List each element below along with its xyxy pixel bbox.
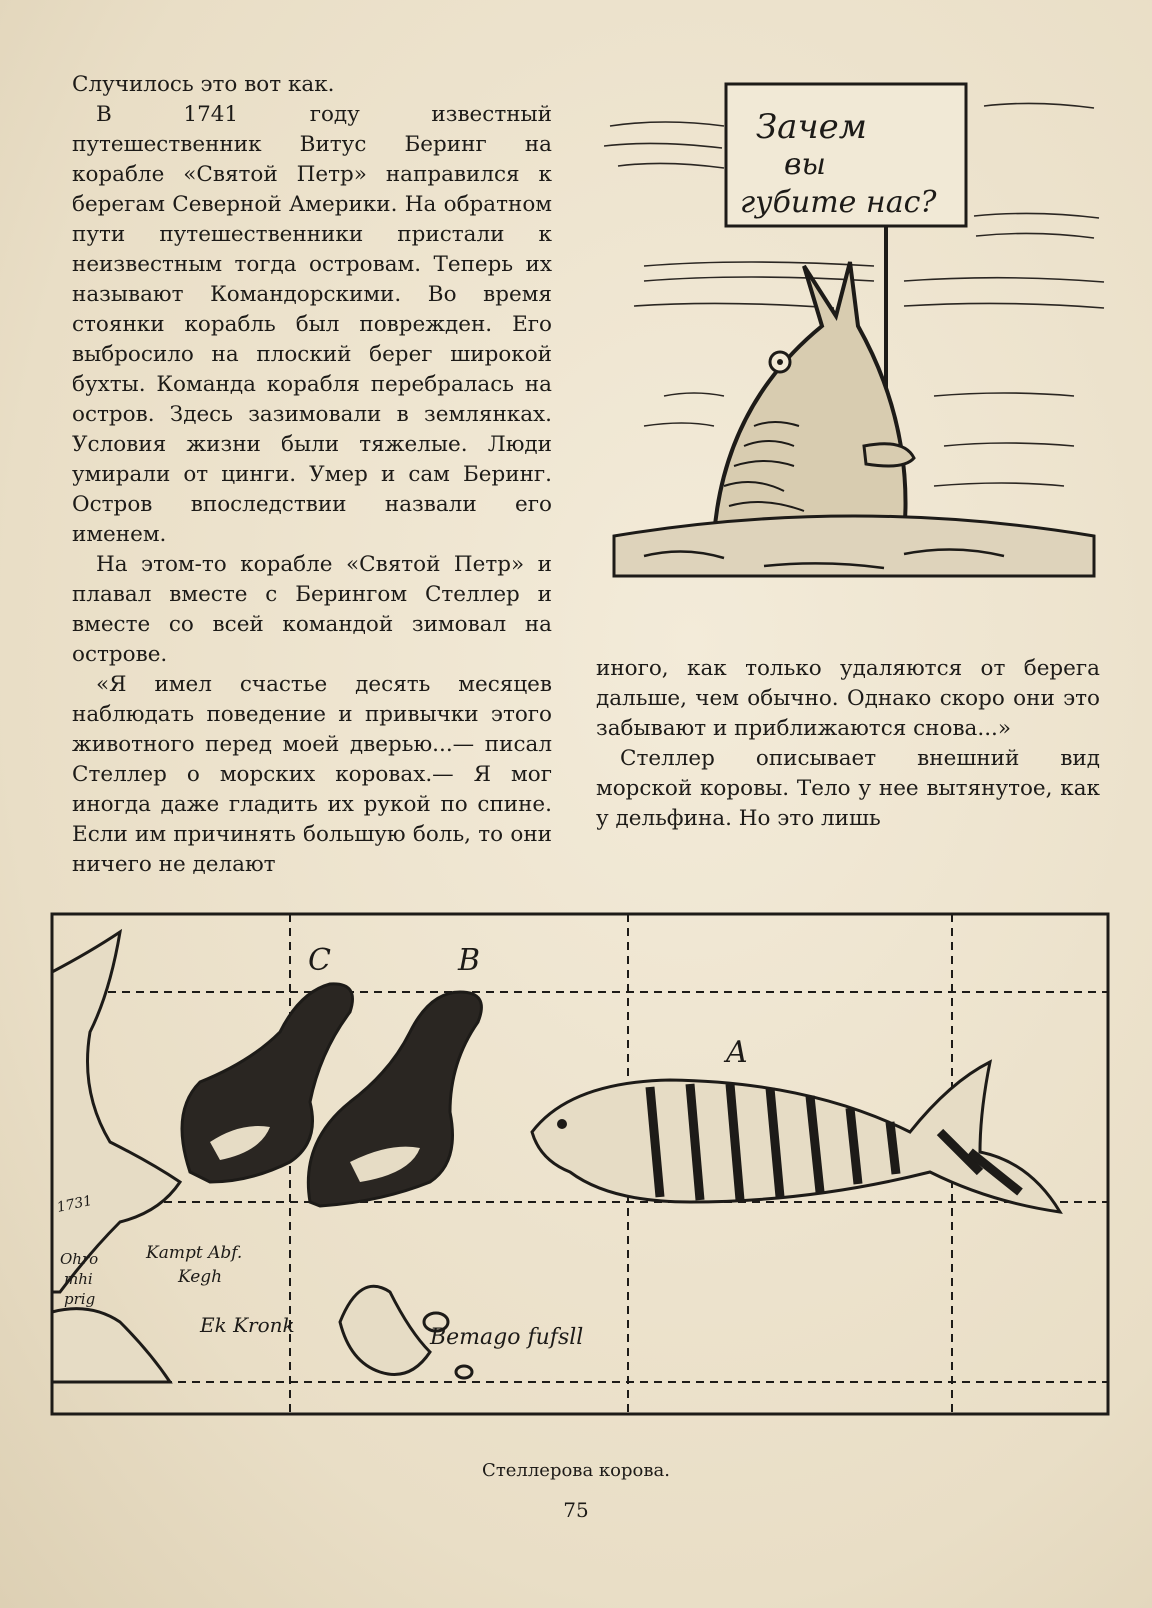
sign-text-line1: Зачем [756,107,867,147]
steller-map-illustration [50,912,1110,1418]
cartoon-illustration [604,66,1114,586]
right-text-column [596,654,1100,834]
map-inscription-4c: prig [64,1290,96,1308]
paragraph-3: На этом-то корабле «Святой Петр» и плавал вместе с Берингом Стеллер и вместе со всей командой зимовал на острове. [72,552,552,667]
map-inscription-3: Bemago fufsll [430,1325,584,1350]
commander-island [340,1286,430,1374]
paragraph-2: В 1741 году известный путешественник Витус Беринг на корабле «Святой Петр» направился к берегам Северной Америки. На обратном пути путешественники пристали к неизвестным тогда островам. Теперь их называют Командорскими. Во время стоянки корабль был поврежден. Его выбросило на плоский берег широкой бухты. Команда корабля перебралась на остров. Здесь зазимовали в землянках. Условия жизни были тяжелые. Люди умирали от цинги. Умер и сам Беринг. Остров впоследствии назвали его именем. [72,102,552,547]
map-inscription-4b: mhi [64,1270,93,1288]
map-inscription-5: 1731 [55,1192,94,1216]
map-inscription-1b: Kegh [178,1267,223,1287]
page-number: 75 [563,1498,589,1522]
map-drawing [50,912,1110,1418]
left-text-column [72,70,552,880]
cartoon-drawing [604,66,1114,586]
coastline [52,932,180,1292]
label-b: B [458,943,481,978]
sea-cow-a-drawing [532,1062,1060,1212]
paragraph-1: Случилось это вот как. [72,72,335,97]
sign-text-line2: вы [784,147,826,182]
label-a: A [726,1035,748,1070]
water [614,516,1094,576]
map-inscription-2: Ek Kronk [200,1313,295,1337]
paragraph-5: иного, как только удаляются от берега дальше, чем обычно. Однако скоро они это забывают и приближаются снова...» [596,656,1100,741]
sign-text-line3: губите нас? [740,185,937,220]
figure-caption: Стеллерова корова. [482,1460,670,1481]
map-inscription-1: Kampt Abf. [146,1243,243,1263]
paragraph-4: «Я имел счастье десять месяцев наблюдать поведение и привычки этого животного перед моей дверью...— писал Стеллер о морских коровах.— Я мог иногда даже гладить их рукой по спине. Если им причинять большую боль, то они ничего не делают [72,672,552,877]
paragraph-6: Стеллер описывает внешний вид морской коровы. Тело у нее вытянутое, как у дельфина. Но это лишь [596,746,1100,831]
map-inscription-4: Ohro [60,1250,99,1268]
label-c: C [308,943,331,978]
